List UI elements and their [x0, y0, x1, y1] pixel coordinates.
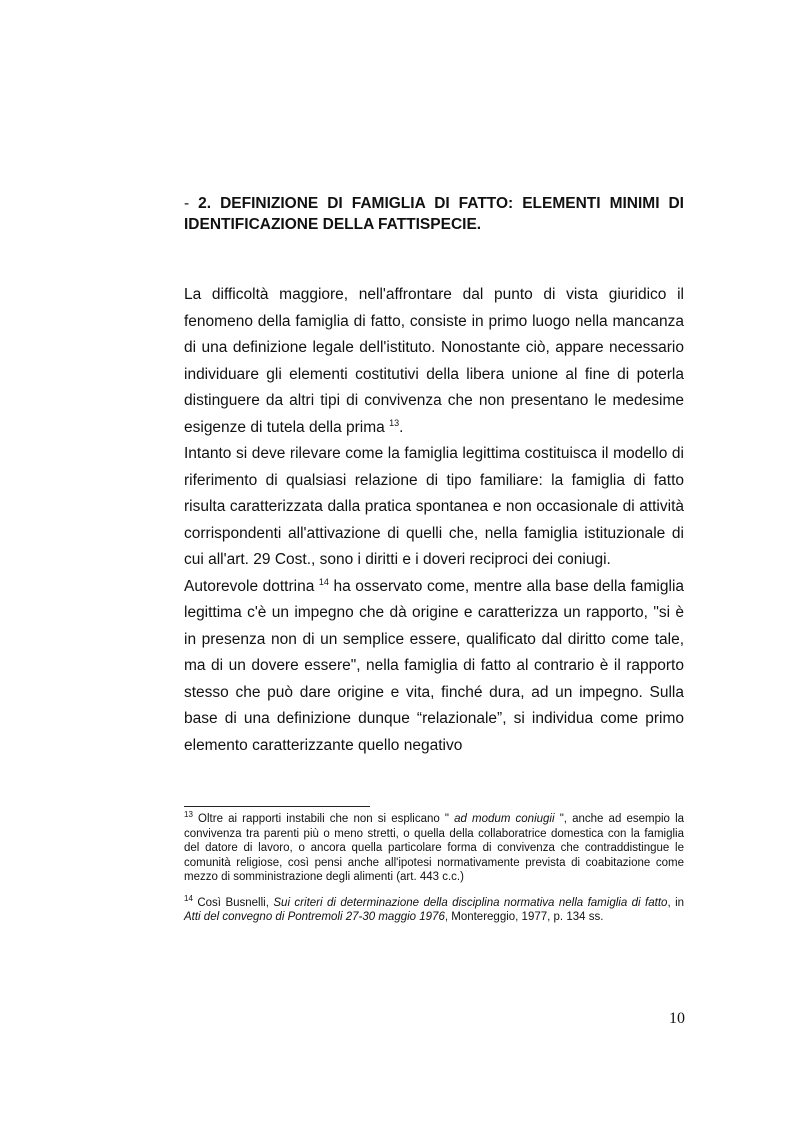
- paragraph-3-rest: ha osservato come, mentre alla base della famiglia legittima c'è un impegno che dà origine e caratterizza un rapporto, "si è in presenza non di un semplice essere, qualificato dal diritto come tale, ma di un dovere essere", nella famiglia di fatto al contrario è il rapporto stesso che può dare origine e vita, finché dura, ad un impegno. Sulla base di una definizione dunque “relazionale”, si individua come primo elemento caratterizzante quello negativo: [184, 577, 685, 754]
- paragraph-2: Intanto si deve rilevare come la famiglia legittima costituisca il modello di riferimento di qualsiasi relazione di tipo familiare: la famiglia di fatto risulta caratterizzata dalla pratica spontanea e non occasionale di attività corrispondenti all'attivazione di quelli che, nella famiglia istituzionale di cui all'art. 29 Cost., sono i diritti e i doveri reciproci dei coniugi.: [184, 445, 684, 568]
- paragraph-3: [184, 574, 684, 760]
- footnote-14-text-2: , in: [667, 896, 685, 909]
- footnote-ref-13[interactable]: 13: [389, 417, 400, 428]
- footnote-separator: [184, 806, 370, 807]
- footnote-14-text-3: , Montereggio, 1977, p. 134 ss.: [444, 911, 604, 923]
- section-heading: [184, 193, 684, 235]
- footnote-14-number: 14: [184, 893, 193, 903]
- footnotes: [184, 812, 684, 936]
- footnote-13-text-2: ", anche ad esempio la convivenza tra parenti più o meno stretti, o quella della collaboratrice domestica con la famiglia del datore di lavoro, o ancora quella particolare forma di convivenza che contraddistingue le comunità religiose, così pensi anche all'ipotesi normativamente prevista di coabitazione come mezzo di somministrazione degli alimenti (art. 443 c.c.): [184, 813, 685, 883]
- page-number: 10: [669, 1010, 685, 1027]
- footnote-13-text-1: Oltre ai rapporti instabili che non si esplicano ": [198, 813, 449, 825]
- footnote-ref-14[interactable]: 14: [318, 576, 329, 587]
- paragraph-1-text: La difficoltà maggiore, nell'affrontare dal punto di vista giuridico il fenomeno della famiglia di fatto, consiste in primo luogo nella mancanza di una definizione legale dell'istituto. Nonostante ciò, appare necessario individuare gli elementi costitutivi della libera unione al fine di poterla distinguere da altri tipi di convivenza che non presentano le medesime esigenze di tutela della prima: [184, 286, 684, 436]
- body-text: [184, 282, 684, 759]
- paragraph-1: [184, 282, 684, 441]
- paragraph-1-end: .: [399, 418, 404, 436]
- footnote-13-number: 13: [184, 810, 193, 819]
- footnote-13: [184, 812, 684, 885]
- paragraph-3-start: Autorevole dottrina: [184, 577, 315, 595]
- heading-text: 2. DEFINIZIONE DI FAMIGLIA DI FATTO: ELEMENTI MINIMI DI IDENTIFICAZIONE DELLA FATTISPECIE.: [184, 195, 684, 233]
- footnote-13-italic: ad modum coniugii: [454, 813, 555, 825]
- heading-dash: -: [184, 195, 199, 212]
- footnote-14-text-1: Così Busnelli,: [197, 896, 269, 909]
- footnote-14: [184, 893, 685, 925]
- footnote-14-italic-2: Atti del convegno di Pontremoli 27-30 maggio 1976: [184, 911, 445, 923]
- footnote-14-italic-1: Sui criteri di determinazione della disciplina normativa nella famiglia di fatto: [273, 896, 668, 909]
